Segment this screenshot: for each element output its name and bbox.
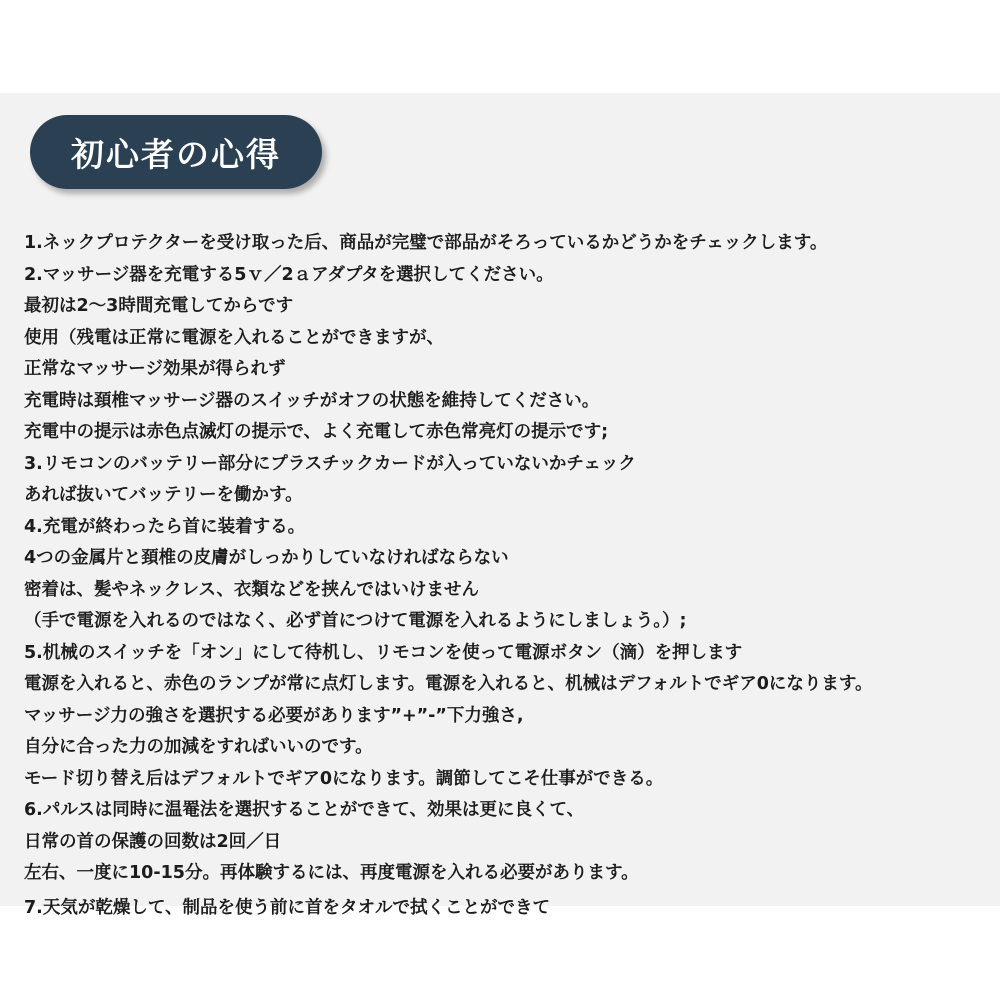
instruction-line: モード切り替え后はデフォルトでギア0になります。調節してこそ仕事ができる。 <box>24 768 664 789</box>
instruction-line: 7.天気が乾燥して、制品を使う前に首をタオルで拭くことができて <box>24 897 550 918</box>
page-title: 初心者の心得 <box>71 134 281 174</box>
instruction-line: マッサージ力の強さを選択する必要があります”+”-”下力強さ, <box>24 705 524 726</box>
instruction-list <box>24 228 984 924</box>
instruction-line: （手で電源を入れるのではなく、必ず首につけて電源を入れるようにしましょう。）; <box>24 611 687 631</box>
instruction-line: 自分に合った力の加減をすればいいのです。 <box>24 737 373 757</box>
instruction-line: 3.リモコンのバッテリー部分にプラスチックカードが入っていないかチェック <box>24 453 636 474</box>
title-badge <box>30 115 322 189</box>
instruction-line: 6.パルスは同時に温罨法を選択することができて、効果は更に良くて、 <box>24 800 585 820</box>
instruction-line: 正常なマッサージ効果が得られず <box>24 359 286 379</box>
instruction-line: 最初は2～3時間充電してからです <box>24 296 294 316</box>
instruction-line: 充電中の提示は赤色点滅灯の提示で、よく充電して赤色常亮灯の提示です; <box>24 422 609 442</box>
instruction-line: 充電時は頚椎マッサージ器のスイッチがオフの状態を維持してください。 <box>24 390 600 411</box>
instruction-line: 4つの金属片と頚椎の皮膚がしっかりしていなければならない <box>24 548 509 568</box>
instruction-line: 1.ネックプロテクターを受け取った后、商品が完璧で部品がそろっているかどうかをチェックします。 <box>24 233 828 253</box>
instruction-line: 日常の首の保護の回数は2回／日 <box>24 831 282 852</box>
instruction-line: 使用（残電は正常に電源を入れることができますが、 <box>24 327 444 348</box>
instruction-line: 密着は、髪やネックレス、衣類などを挟んではいけません <box>24 579 479 600</box>
instruction-line: あれば抜いてバッテリーを働かす。 <box>24 485 303 505</box>
instruction-line: 5.机械のスイッチを「オン」にして待机し、リモコンを使って電源ボタン（滴）を押します <box>24 642 743 663</box>
instruction-line: 電源を入れると、赤色のランプが常に点灯します。電源を入れると、机械はデフォルトでギア0になります。 <box>24 674 873 694</box>
instruction-line: 左右、一度に10-15分。再体験するには、再度電源を入れる必要があります。 <box>24 863 639 883</box>
instruction-line: 4.充電が終わったら首に装着する。 <box>24 516 306 537</box>
instruction-line: 2.マッサージ器を充電する5ｖ／2ａアダプタを選択してください。 <box>24 264 554 285</box>
